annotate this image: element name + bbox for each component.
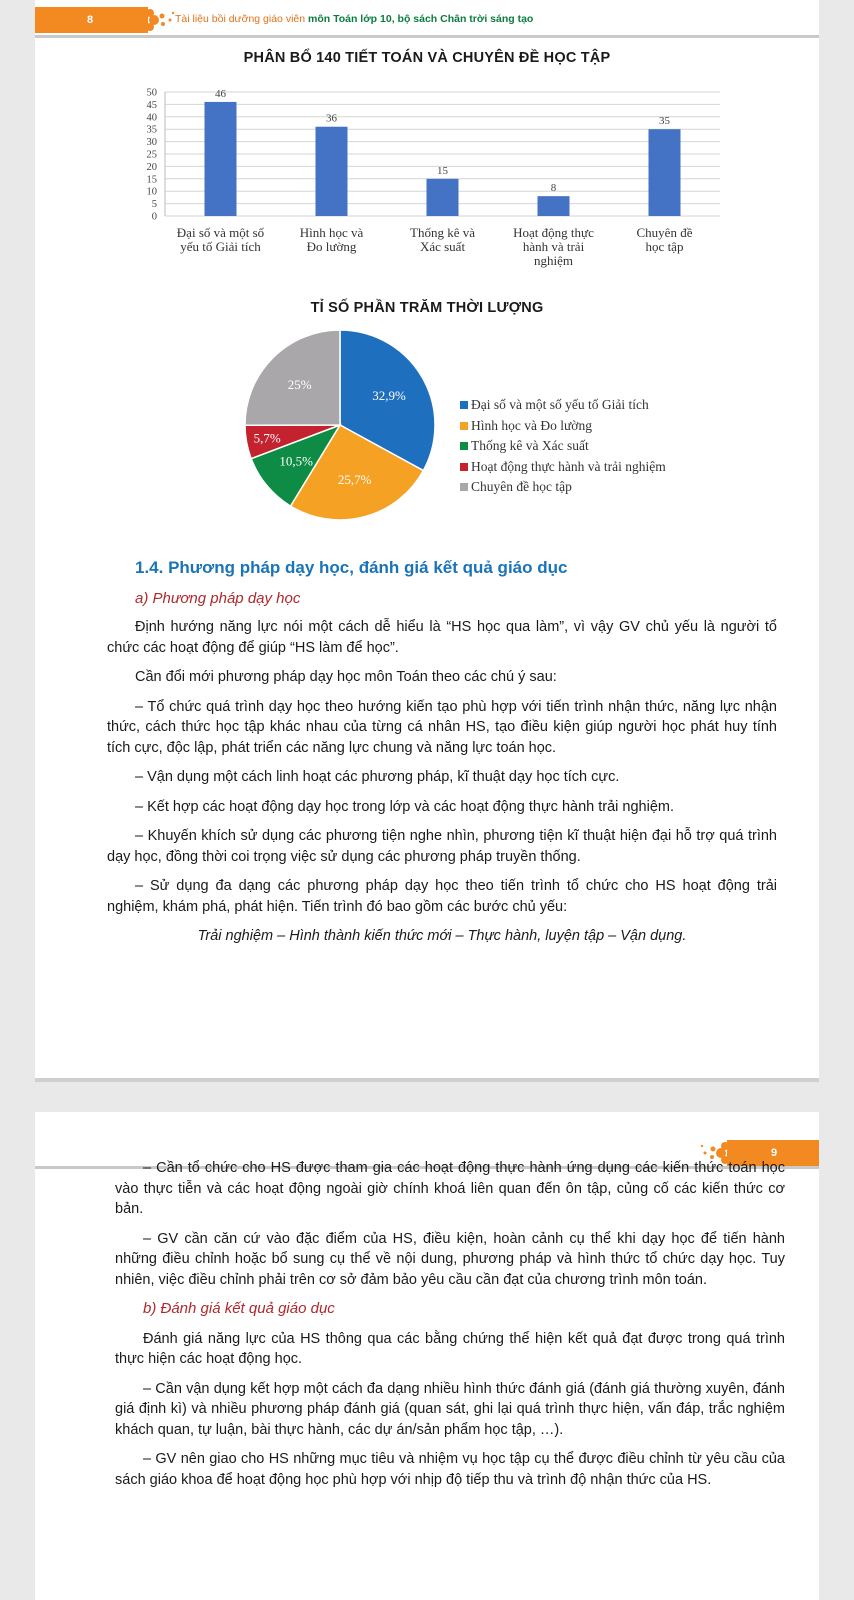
page-number: 8: [35, 7, 145, 33]
paragraph: Định hướng năng lực nói một cách dễ hiểu là “HS học qua làm”, vì vậy GV chủ yếu là người tổ chức các hoạt động để giúp “HS làm để học”.: [107, 619, 777, 656]
x-tick-label: Hình học và: [299, 225, 364, 240]
x-tick-label: nghiệm: [534, 253, 573, 268]
pie-legend: [460, 395, 666, 498]
legend-item: [460, 395, 666, 416]
paragraph: – GV nên giao cho HS những mục tiêu và nhiệm vụ học tập cụ thể được điều chỉnh từ yêu cầu của sách giáo khoa để hoạt động học phù hợp với nhịp độ tiếp thu và trình độ nhận thức của HS.: [115, 1451, 785, 1488]
y-tick-label: 5: [151, 199, 157, 211]
data-label: 46: [215, 87, 226, 100]
x-tick-label: Thống kê và: [410, 225, 475, 240]
x-tick-label: Đại số và một số: [176, 225, 265, 240]
header-title: [175, 13, 533, 25]
section-heading: 1.4. Phương pháp dạy học, đánh giá kết quả giáo dục: [135, 558, 568, 577]
y-tick-label: 25: [146, 149, 157, 161]
legend-item: [460, 477, 666, 498]
page-number: 9: [729, 1140, 819, 1166]
slice-label: 25,7%: [337, 472, 372, 488]
process-steps: Trải nghiệm – Hình thành kiến thức mới – Thực hành, luyện tập – Vận dụng.: [197, 928, 687, 944]
legend-swatch: [460, 442, 468, 450]
slice-label: 5,7%: [253, 430, 281, 446]
legend-swatch: [460, 422, 468, 430]
data-label: 15: [437, 164, 448, 177]
page-divider: [35, 1078, 819, 1082]
slice-label: 25%: [287, 376, 312, 392]
legend-swatch: [460, 483, 468, 491]
bar-chart: [125, 80, 745, 290]
x-tick-label: yếu tố Giải tích: [180, 239, 261, 254]
x-tick-label: hành và trải: [522, 239, 585, 254]
pie-chart: [195, 330, 445, 550]
x-tick-label: Đo lường: [306, 239, 357, 254]
data-label: 8: [550, 182, 557, 195]
legend-label: Đại số và một số yếu tố Giải tích: [471, 397, 649, 413]
y-tick-label: 35: [146, 124, 157, 136]
data-label: 35: [659, 115, 670, 128]
paragraph: Cần đổi mới phương pháp dạy học môn Toán theo các chú ý sau:: [135, 669, 557, 685]
paragraph: – Khuyến khích sử dụng các phương tiện nghe nhìn, phương tiện kĩ thuật hiện đại hỗ trợ quá trình dạy học, đồng thời coi trọng việc sử dụng các phương pháp truyền thống.: [107, 828, 777, 865]
paragraph: – Sử dụng đa dạng các phương pháp dạy học theo tiến trình tổ chức cho HS hoạt động trải nghiệm, khám phá, phát hiện. Tiến trình đó bao gồm các bước chủ yếu:: [107, 878, 777, 915]
paragraph: Đánh giá năng lực của HS thông qua các bằng chứng thể hiện kết quả đạt được trong quá trình thực hiện các hoạt động học.: [115, 1330, 785, 1367]
legend-item: [460, 436, 666, 457]
bar: [427, 179, 459, 216]
y-tick-label: 40: [146, 112, 157, 124]
x-tick-label: Hoạt động thực: [513, 225, 594, 240]
header-rule: [35, 35, 819, 38]
data-label: 36: [326, 112, 337, 125]
legend-item: [460, 457, 666, 478]
bar: [316, 127, 348, 216]
legend-label: Hình học và Đo lường: [471, 417, 592, 433]
paragraph: – Cần tổ chức cho HS được tham gia các hoạt động thực hành ứng dụng các kiến thức toán học vào thực tiễn và các hoạt động ngoài giờ chính khoá liên quan đến ôn tập, củng cố các kiến thức cơ bản.: [115, 1160, 785, 1217]
subheading-b: b) Đánh giá kết quả giáo dục: [143, 1300, 335, 1317]
body-text-a: [107, 617, 777, 956]
bar: [649, 129, 681, 216]
body-text-b: [115, 1158, 785, 1499]
header-title-prefix: Tài liệu bồi dưỡng giáo viên: [175, 13, 308, 25]
page-9: [35, 1112, 819, 1600]
y-tick-label: 10: [146, 186, 157, 198]
paragraph: – Tổ chức quá trình dạy học theo hướng kiến tạo phù hợp với tiến trình nhận thức, năng lực nhận thức, cách thức học tập khác nhau của từng cá nhân HS, tạo điều kiện giúp người học phát huy tính tích cực, độc lập, phát triển các năng lực chung và năng lực toán học.: [107, 698, 777, 756]
legend-swatch: [460, 401, 468, 409]
legend-label: Thống kê và Xác suất: [471, 438, 589, 454]
paragraph: – Cần vận dụng kết hợp một cách đa dạng nhiều hình thức đánh giá (đánh giá thường xuyên, đánh giá định kì) và nhiều phương pháp đánh giá (quan sát, ghi lại quá trình thực hiện, vấn đáp, trắc nghiệm khách quan, tự luận, bài thực hành, các dự án/sản phẩm học tập, …).: [115, 1380, 785, 1438]
bar: [205, 102, 237, 216]
x-tick-label: học tập: [645, 239, 684, 254]
y-tick-label: 30: [146, 137, 157, 149]
subheading-a: a) Phương pháp dạy học: [135, 590, 301, 607]
legend-label: Hoạt động thực hành và trải nghiệm: [471, 458, 666, 474]
legend-item: [460, 416, 666, 437]
pie-chart-title: TỈ SỐ PHẦN TRĂM THỜI LƯỢNG: [310, 300, 544, 316]
paragraph: – Kết hợp các hoạt động dạy học trong lớp và các hoạt động thực hành trải nghiệm.: [135, 798, 674, 815]
y-tick-label: 50: [146, 87, 157, 99]
paragraph: – Vận dụng một cách linh hoạt các phương pháp, kĩ thuật dạy học tích cực.: [135, 769, 620, 785]
legend-swatch: [460, 463, 468, 471]
y-tick-label: 45: [146, 99, 157, 111]
slice-label: 32,9%: [372, 387, 406, 403]
x-tick-label: Xác suất: [419, 239, 466, 254]
slice-label: 10,5%: [279, 453, 313, 469]
header-title-bold: môn Toán lớp 10, bộ sách Chân trời sáng tạo: [308, 13, 534, 25]
y-tick-label: 20: [146, 161, 157, 173]
x-tick-label: Chuyên đề: [636, 225, 693, 240]
page-8: [35, 0, 819, 1080]
bar-chart-title: PHÂN BỔ 140 TIẾT TOÁN VÀ CHUYÊN ĐỀ HỌC TẬP: [243, 50, 611, 66]
y-tick-label: 0: [151, 211, 157, 223]
legend-label: Chuyên đề học tập: [471, 479, 572, 495]
page-header: [35, 7, 819, 37]
bar: [538, 196, 570, 216]
paragraph: – GV cần căn cứ vào đặc điểm của HS, điều kiện, hoàn cảnh cụ thể khi dạy học để tiến hành những điều chỉnh hoặc bổ sung cụ thể về nội dung, phương pháp và hình thức tổ chức dạy học. Tuy nhiên, việc điều chỉnh phải trên cơ sở đảm bảo yêu cầu cần đạt của chương trình môn toán.: [115, 1230, 785, 1288]
y-tick-label: 15: [146, 174, 157, 186]
